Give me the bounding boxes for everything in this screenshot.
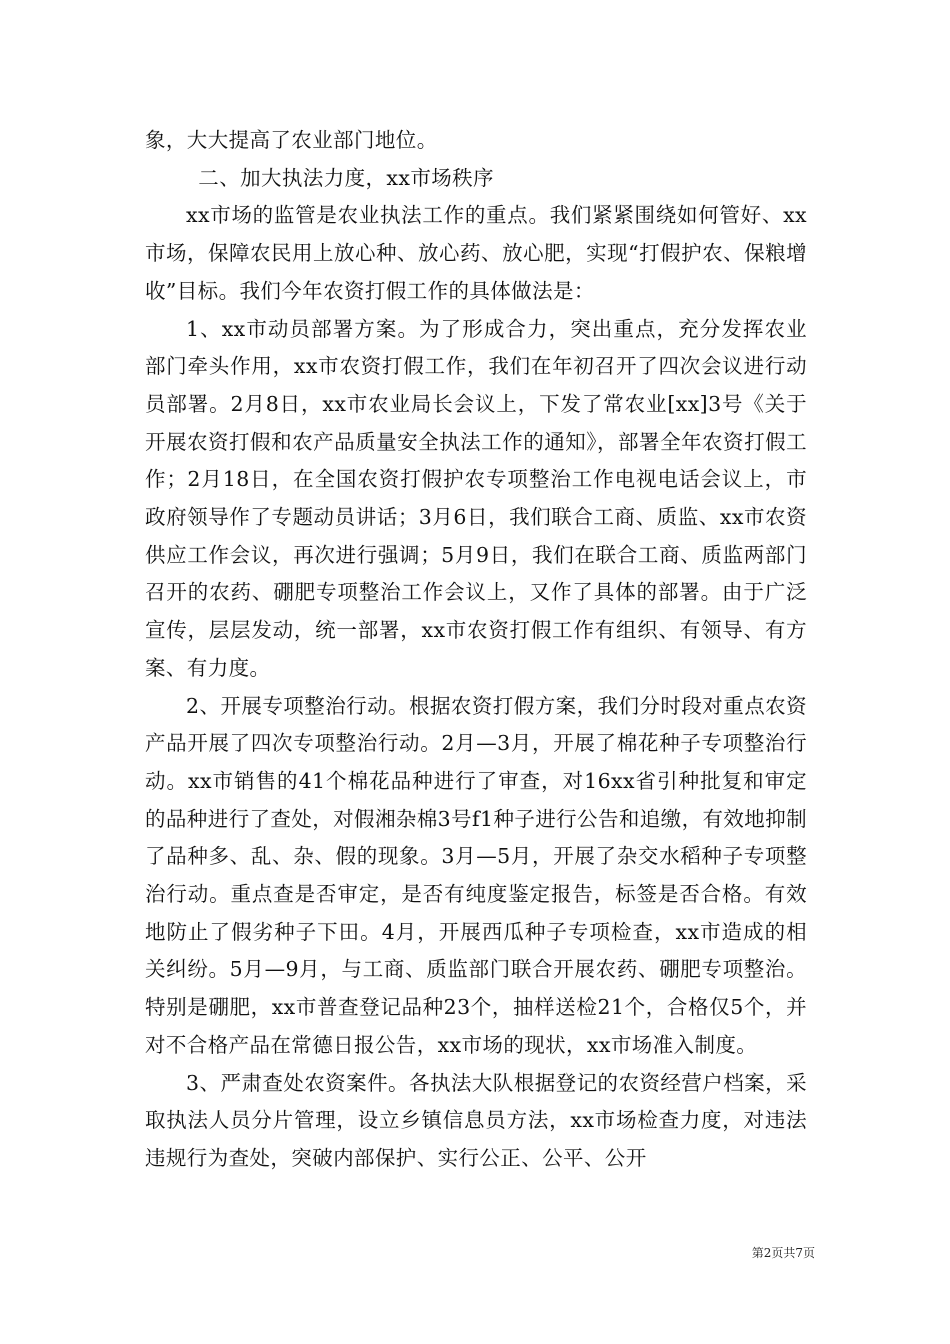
paragraph-item-3: 3、严肃查处农资案件。各执法大队根据登记的农资经营户档案，采取执法人员分片管理，设立乡镇信息员方法，xx市场检查力度，对违法违规行为查处，突破内部保护、实行公正、公平、公开 — [145, 1070, 807, 1170]
section-heading: 二、加大执法力度，xx市场秩序 — [198, 165, 494, 190]
paragraph-intro: xx市场的监管是农业执法工作的重点。我们紧紧围绕如何管好、xx市场，保障农民用上放心种、放心药、放心肥，实现“打假护农、保粮增收”目标。我们今年农资打假工作的具体做法是： — [145, 203, 807, 303]
body-text — [145, 122, 807, 1178]
paragraph-item-1: 1、xx市动员部署方案。为了形成合力，突出重点，充分发挥农业部门牵头作用，xx市农资打假工作，我们在年初召开了四次会议进行动员部署。2月8日，xx市农业局长会议上，下发了常农业[xx]3号《关于开展农资打假和农产品质量安全执法工作的通知》，部署全年农资打假工作；2月18日，在全国农资打假护农专项整治工作电视电话会议上，市政府领导作了专题动员讲话；3月6日，我们联合工商、质监、xx市农资供应工作会议，再次进行强调；5月9日，我们在联合工商、质监两部门召开的农药、硼肥专项整治工作会议上，又作了具体的部署。由于广泛宣传，层层发动，统一部署，xx市农资打假工作有组织、有领导、有方案、有力度。 — [145, 316, 807, 680]
paragraph-item-2: 2、开展专项整治行动。根据农资打假方案，我们分时段对重点农资产品开展了四次专项整治行动。2月—3月，开展了棉花种子专项整治行动。xx市销售的41个棉花品种进行了审查，对16xx省引种批复和审定的品种进行了查处，对假湘杂棉3号f1种子进行公告和追缴，有效地抑制了品种多、乱、杂、假的现象。3月—5月，开展了杂交水稻种子专项整治行动。重点查是否审定，是否有纯度鉴定报告，标签是否合格。有效地防止了假劣种子下田。4月，开展西瓜种子专项检查，xx市造成的相关纠纷。5月—9月，与工商、质监部门联合开展农药、硼肥专项整治。特别是硼肥，xx市普查登记品种23个，抽样送检21个，合格仅5个，并对不合格产品在常德日报公告，xx市场的现状，xx市场准入制度。 — [145, 693, 807, 1057]
page-number: 第2页共7页 — [751, 1246, 815, 1260]
paragraph-continuation: 象，大大提高了农业部门地位。 — [145, 128, 438, 152]
